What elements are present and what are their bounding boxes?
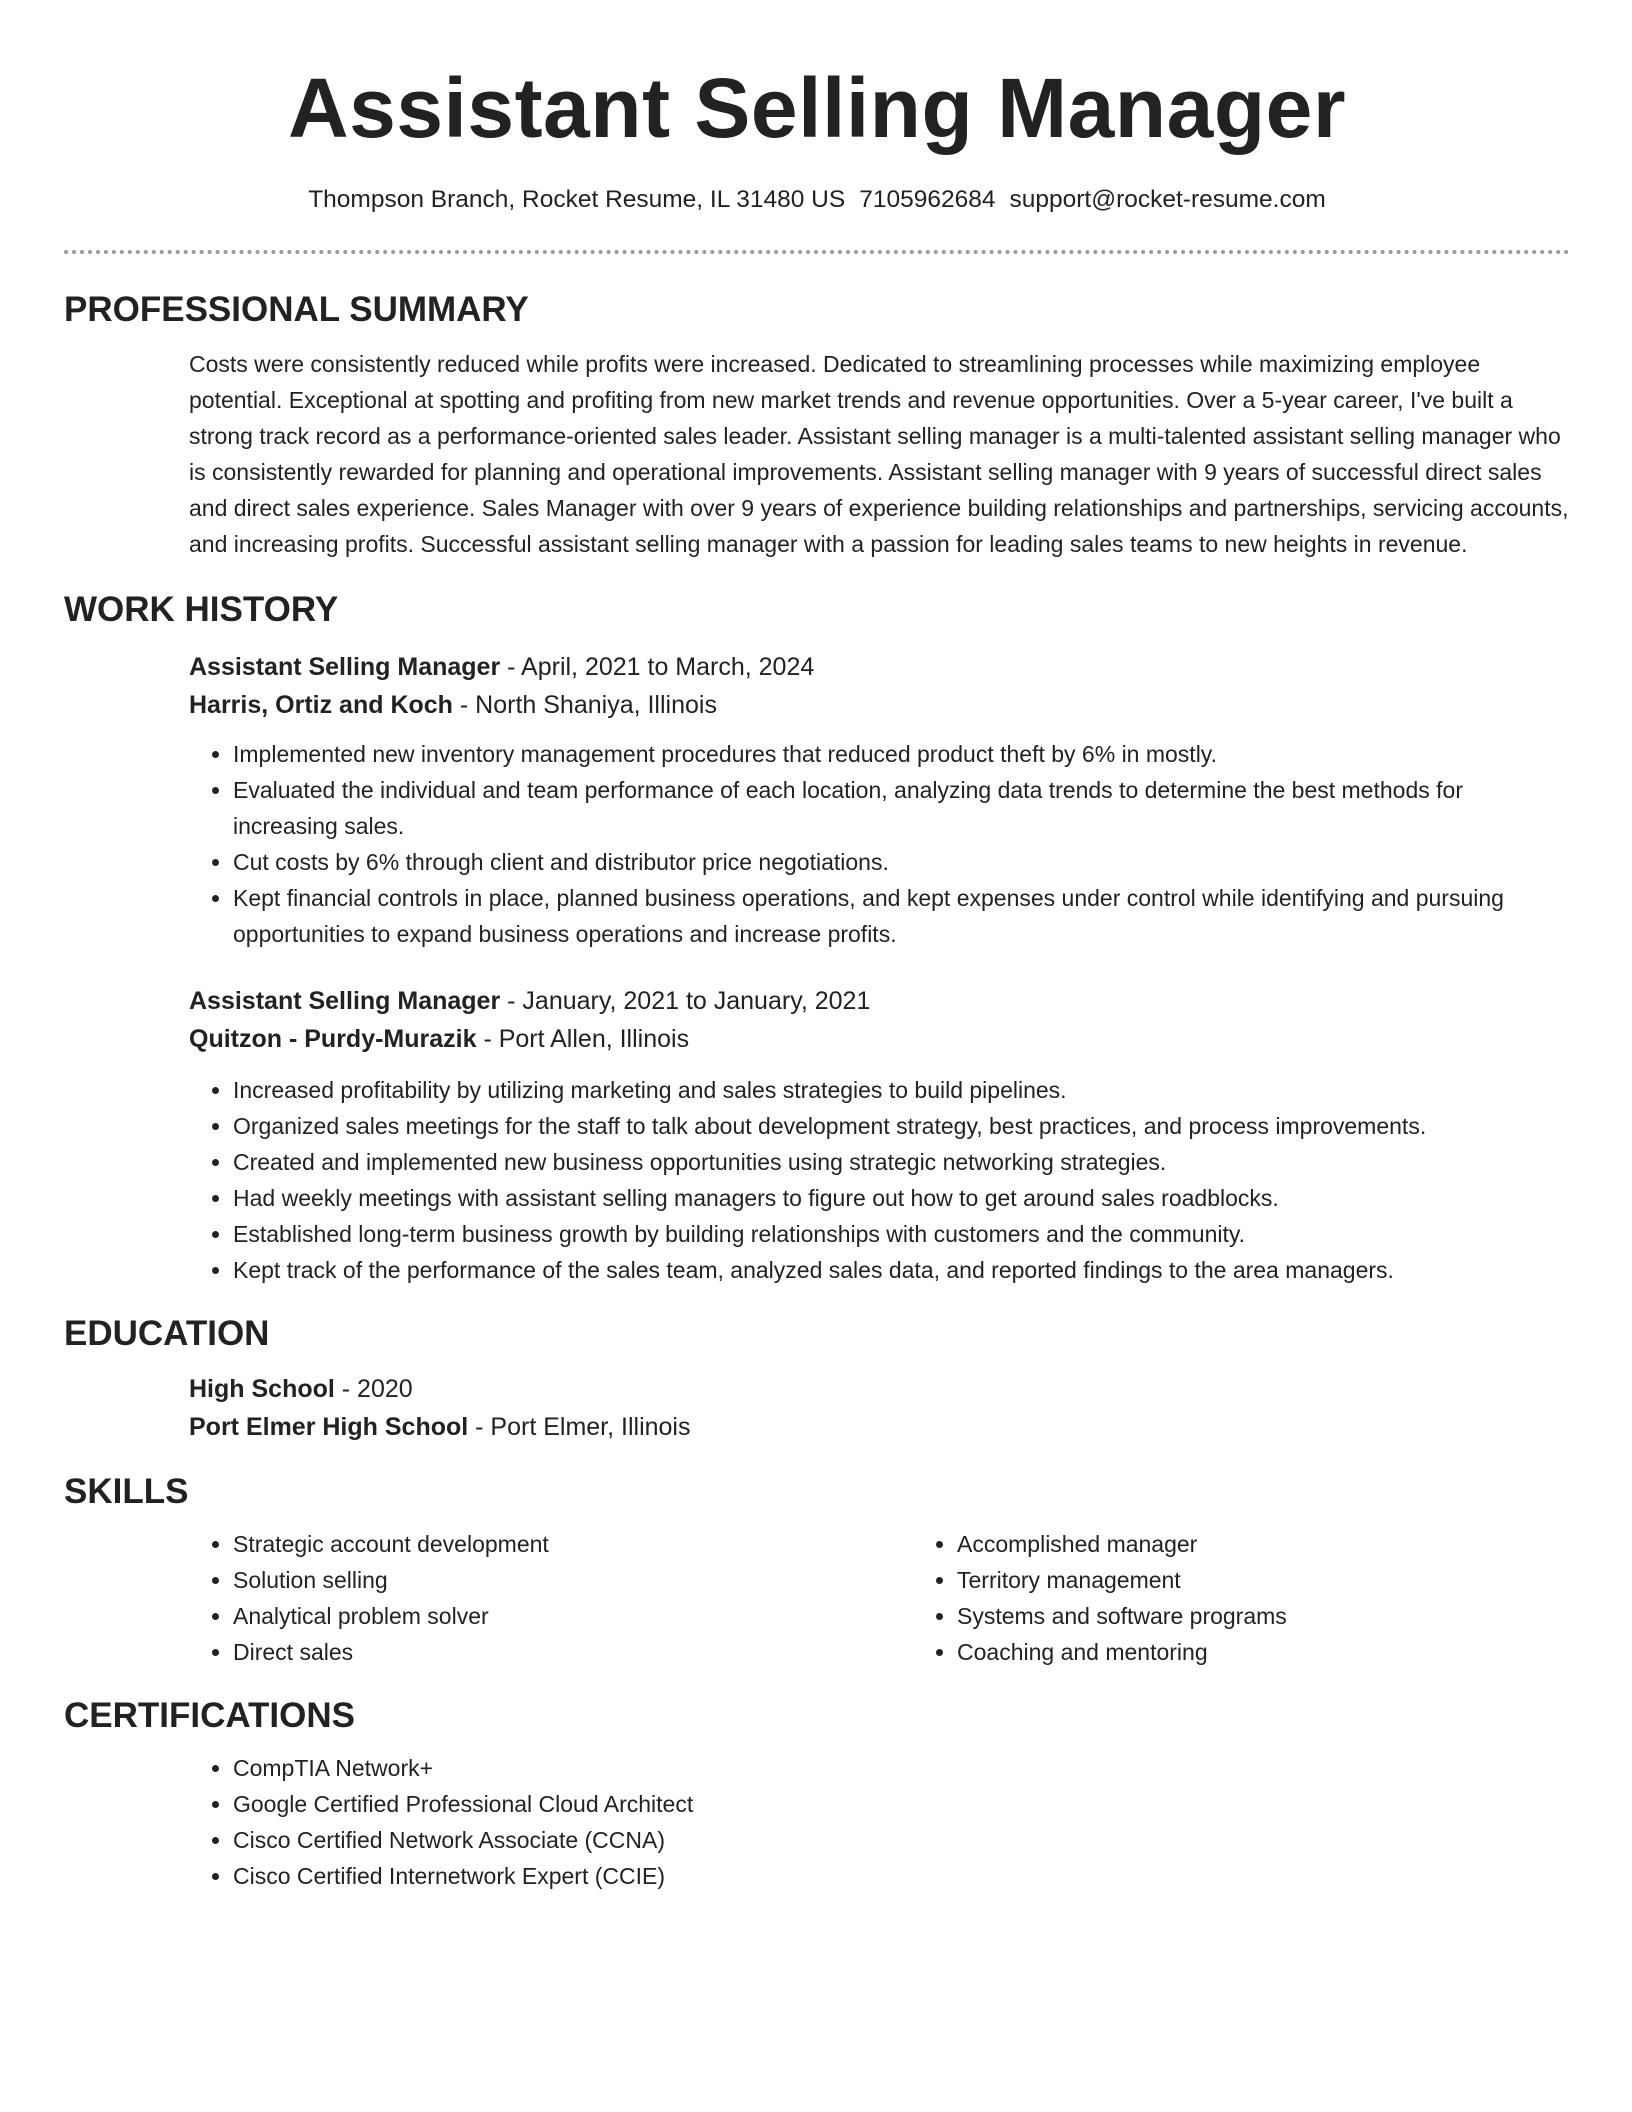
education-section [64, 1312, 1570, 1446]
job-bullet: • Established long-term business growth by building relationships with customers and the community. [233, 1216, 1570, 1252]
skill-item: • Systems and software programs [957, 1598, 1570, 1634]
job-role: Assistant Selling Manager [189, 987, 501, 1015]
work-history-section [64, 588, 1570, 1288]
job-company: Harris, Ortiz and Koch [189, 691, 453, 719]
skill-item: • Territory management [957, 1562, 1570, 1598]
job-bullets [189, 1072, 1570, 1288]
job-location: - North Shaniya, Illinois [452, 691, 717, 719]
education-degree: High School [189, 1375, 335, 1403]
resume-header [64, 58, 1570, 254]
summary-section [64, 288, 1570, 562]
skills-grid [189, 1526, 1570, 1670]
certifications-section [64, 1694, 1570, 1894]
skill-item: • Analytical problem solver [233, 1598, 913, 1634]
education-school-line [189, 1408, 1570, 1446]
summary-heading: PROFESSIONAL SUMMARY [64, 290, 529, 329]
skills-section [64, 1470, 1570, 1670]
job-entry [189, 648, 1570, 952]
job-company-line [189, 1020, 1570, 1058]
education-location: - Port Elmer, Illinois [468, 1413, 691, 1441]
job-bullet: • Organized sales meetings for the staff to talk about development strategy, best practices, and process improvements. [233, 1108, 1570, 1144]
contact-phone: 7105962684 [859, 186, 996, 213]
work-history-heading: WORK HISTORY [64, 590, 339, 629]
job-bullet: • Kept track of the performance of the sales team, analyzed sales data, and reported findings to the area managers. [233, 1252, 1570, 1288]
contact-address: Thompson Branch, Rocket Resume, IL 31480 US [308, 186, 846, 213]
summary-body [189, 346, 1570, 562]
resume-page [64, 0, 1570, 1894]
certifications-body [189, 1750, 1570, 1894]
job-title-line [189, 982, 1570, 1020]
contact-email: support@rocket-resume.com [1009, 186, 1326, 213]
education-heading: EDUCATION [64, 1314, 270, 1353]
job-bullets [189, 736, 1570, 952]
contact-line [64, 184, 1570, 216]
skill-item: • Coaching and mentoring [957, 1634, 1570, 1670]
certification-item: • Cisco Certified Internetwork Expert (CCIE) [233, 1858, 1570, 1894]
education-degree-line [189, 1370, 1570, 1408]
skills-heading: SKILLS [64, 1472, 189, 1511]
certifications-list [189, 1750, 1570, 1894]
education-school: Port Elmer High School [189, 1413, 469, 1441]
job-entry [189, 982, 1570, 1288]
job-bullet: • Implemented new inventory management procedures that reduced product theft by 6% in mostly. [233, 736, 1570, 772]
job-company-line [189, 686, 1570, 724]
job-location: - Port Allen, Illinois [476, 1025, 690, 1053]
job-bullet: • Kept financial controls in place, planned business operations, and kept expenses under control while identifying and pursuing opportunities to expand business operations and increase profits. [233, 880, 1570, 952]
education-year: - 2020 [334, 1375, 413, 1403]
candidate-name: Assistant Selling Manager [287, 61, 1347, 155]
skill-item: • Accomplished manager [957, 1526, 1570, 1562]
job-company: Quitzon - Purdy-Murazik [189, 1025, 477, 1053]
certification-item: • CompTIA Network+ [233, 1750, 1570, 1786]
skill-item: • Strategic account development [233, 1526, 913, 1562]
skills-list-left [189, 1526, 913, 1670]
job-bullet: • Increased profitability by utilizing marketing and sales strategies to build pipelines. [233, 1072, 1570, 1108]
job-title-line [189, 648, 1570, 686]
skill-item: • Direct sales [233, 1634, 913, 1670]
job-dates: - January, 2021 to January, 2021 [500, 987, 871, 1015]
job-bullet: • Cut costs by 6% through client and distributor price negotiations. [233, 844, 1570, 880]
header-divider [64, 250, 1570, 254]
skills-list-right [913, 1526, 1570, 1670]
certifications-heading: CERTIFICATIONS [64, 1696, 356, 1735]
certification-item: • Google Certified Professional Cloud Architect [233, 1786, 1570, 1822]
job-dates: - April, 2021 to March, 2024 [500, 653, 815, 681]
job-bullet: • Created and implemented new business opportunities using strategic networking strategies. [233, 1144, 1570, 1180]
job-bullet: • Evaluated the individual and team performance of each location, analyzing data trends to determine the best methods for increasing sales. [233, 772, 1570, 844]
certification-item: • Cisco Certified Network Associate (CCNA) [233, 1822, 1570, 1858]
job-bullet: • Had weekly meetings with assistant selling managers to figure out how to get around sales roadblocks. [233, 1180, 1570, 1216]
job-role: Assistant Selling Manager [189, 653, 501, 681]
summary-text: Costs were consistently reduced while profits were increased. Dedicated to streamlining processes while maximizing employee potential. Exceptional at spotting and profiting from new market trends and revenue opportunities. Over a 5-year career, I've built a strong track record as a performance-oriented sales leader. Assistant selling manager is a multi-talented assistant selling manager who is consistently rewarded for planning and operational improvements. Assistant selling manager with 9 years of successful direct sales and direct sales experience. Sales Manager with over 9 years of experience building relationships and partnerships, servicing accounts, and increasing profits. Successful assistant selling manager with a passion for leading sales teams to new heights in revenue. [189, 351, 1569, 557]
education-entry [189, 1370, 1570, 1446]
skill-item: • Solution selling [233, 1562, 913, 1598]
